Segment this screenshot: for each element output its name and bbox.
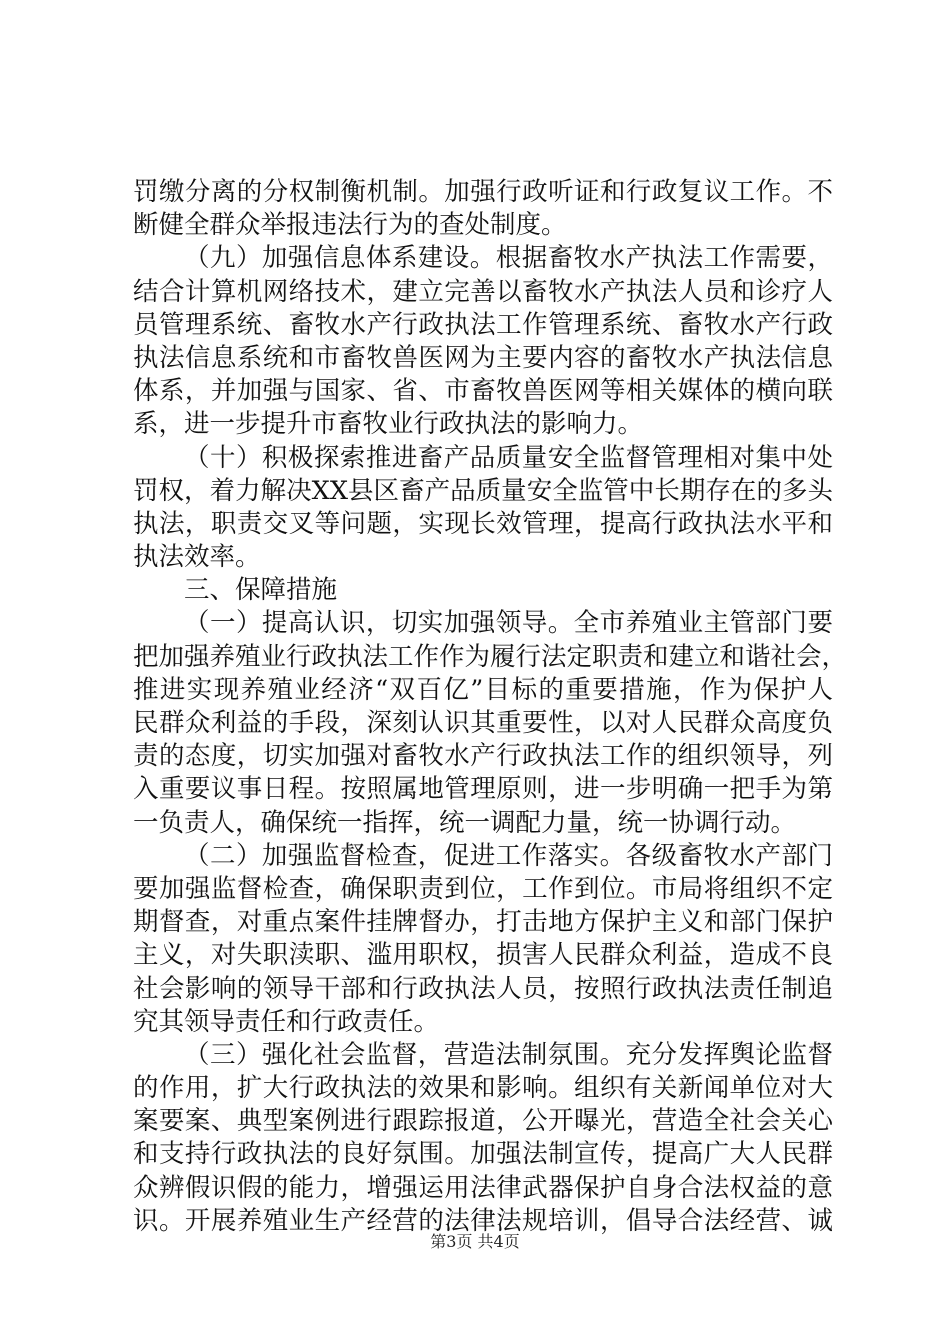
- text-line: 执法信息系统和市畜牧兽医网为主要内容的畜牧水产执法信息: [133, 342, 833, 373]
- text-line: 结合计算机网络技术，建立完善以畜牧水产执法人员和诊疗人: [133, 276, 833, 307]
- text-line: （一）提高认识，切实加强领导。全市养殖业主管部门要: [184, 608, 833, 639]
- text-line: 员管理系统、畜牧水产行政执法工作管理系统、畜牧水产行政: [133, 309, 833, 340]
- text-line: 入重要议事日程。按照属地管理原则，进一步明确一把手为第: [133, 774, 833, 805]
- page-number-label: 第3页 共4页: [430, 1232, 520, 1251]
- text-line: 罚权，着力解决XX县区畜产品质量安全监管中长期存在的多头: [133, 475, 833, 506]
- document-body: [133, 176, 848, 1238]
- text-line: 和支持行政执法的良好氛围。加强法制宣传，提高广大人民群: [133, 1139, 833, 1170]
- text-line: 究其领导责任和行政责任。: [133, 1006, 440, 1037]
- text-line: 主义，对失职渎职、滥用职权，损害人民群众利益，造成不良: [133, 940, 833, 971]
- text-line: 执法，职责交叉等问题，实现长效管理，提高行政执法水平和: [133, 508, 833, 539]
- text-line: 把加强养殖业行政执法工作作为履行法定职责和建立和谐社会，: [133, 641, 848, 672]
- text-line: 要加强监督检查，确保职责到位，工作到位。市局将组织不定: [133, 873, 833, 904]
- page-footer: [0, 1232, 950, 1252]
- text-line: 罚缴分离的分权制衡机制。加强行政听证和行政复议工作。不: [133, 177, 833, 207]
- text-line: 民群众利益的手段，深刻认识其重要性，以对人民群众高度负: [133, 708, 833, 738]
- text-line: 一负责人，确保统一指挥，统一调配力量，统一协调行动。: [133, 807, 797, 838]
- text-line: （十）积极探索推进畜产品质量安全监督管理相对集中处: [184, 442, 833, 473]
- text-line: 的作用，扩大行政执法的效果和影响。组织有关新闻单位对大: [133, 1073, 833, 1104]
- text-line: 责的态度，切实加强对畜牧水产行政执法工作的组织领导，列: [133, 741, 833, 772]
- text-line: 断健全群众举报违法行为的查处制度。: [133, 210, 567, 241]
- text-line: 体系，并加强与国家、省、市畜牧兽医网等相关媒体的横向联: [133, 376, 833, 407]
- text-line: （九）加强信息体系建设。根据畜牧水产执法工作需要，: [184, 243, 833, 274]
- text-line: 三、保障措施: [184, 575, 338, 606]
- text-line: 推进实现养殖业经济“双百亿”目标的重要措施，作为保护人: [133, 674, 833, 705]
- text-line: 社会影响的领导干部和行政执法人员，按照行政执法责任制追: [133, 973, 833, 1004]
- text-line: 众辨假识假的能力，增强运用法律武器保护自身合法权益的意: [133, 1172, 833, 1203]
- text-line: 系，进一步提升市畜牧业行政执法的影响力。: [133, 409, 644, 440]
- text-line: （三）强化社会监督，营造法制氛围。充分发挥舆论监督: [184, 1039, 833, 1070]
- text-line: （二）加强监督检查，促进工作落实。各级畜牧水产部门: [184, 840, 833, 871]
- text-line: 识。开展养殖业生产经营的法律法规培训，倡导合法经营、诚: [133, 1205, 833, 1236]
- text-line: 案要案、典型案例进行跟踪报道，公开曝光，营造全社会关心: [133, 1106, 833, 1137]
- text-line: 期督查，对重点案件挂牌督办，打击地方保护主义和部门保护: [133, 907, 833, 938]
- text-line: 执法效率。: [133, 542, 261, 573]
